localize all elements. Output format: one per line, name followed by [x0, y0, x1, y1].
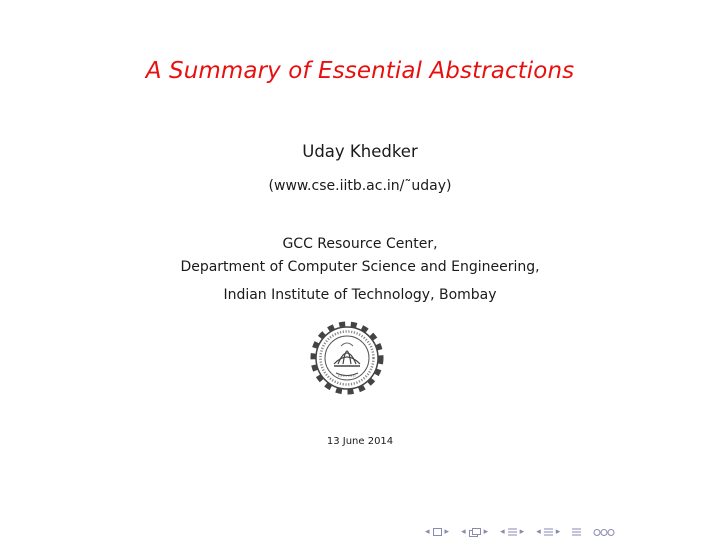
beamer-navigation-bar	[425, 525, 615, 539]
equiv-icon[interactable]	[572, 528, 581, 536]
affiliation-line-3: Indian Institute of Technology, Bombay	[223, 287, 497, 303]
iit-bombay-logo	[308, 320, 386, 396]
section-icon-2[interactable]	[544, 528, 553, 536]
affiliation-line-2: Department of Computer Science and Engineering,	[180, 259, 540, 275]
subsection-prev-icon[interactable]: ◂	[461, 527, 466, 537]
subsection-next-icon[interactable]: ▸	[483, 527, 489, 537]
slide-title: A Summary of Essential Abstractions	[145, 58, 575, 84]
section-prev-icon-2[interactable]: ◂	[536, 527, 541, 537]
section-icon[interactable]	[508, 528, 517, 536]
presentation-date: 13 June 2014	[326, 436, 394, 447]
author-url: (www.cse.iitb.ac.in/˜uday)	[268, 178, 452, 194]
frame-next-icon[interactable]: ▸	[444, 527, 450, 537]
section-prev-icon[interactable]: ◂	[500, 527, 505, 537]
search-icon[interactable]	[593, 528, 615, 537]
section-next-icon-2[interactable]: ▸	[555, 527, 561, 537]
subsection-icon[interactable]	[469, 528, 481, 537]
frame-icon[interactable]	[433, 528, 442, 536]
section-next-icon[interactable]: ▸	[519, 527, 525, 537]
author-name: Uday Khedker	[302, 142, 418, 161]
affiliation-line-1: GCC Resource Center,	[282, 236, 438, 252]
frame-prev-icon[interactable]: ◂	[425, 527, 430, 537]
